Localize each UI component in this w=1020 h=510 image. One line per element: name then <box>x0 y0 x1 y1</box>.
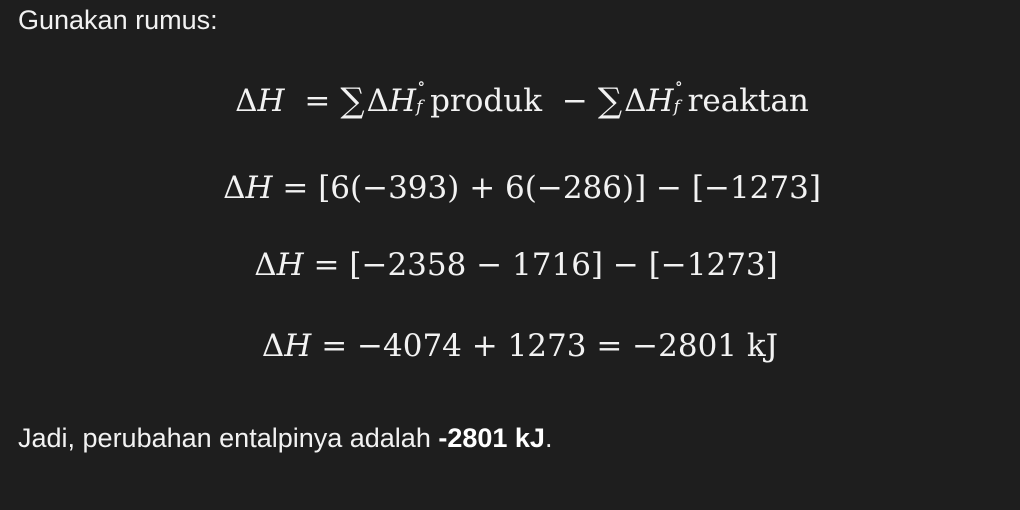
conclusion-suffix: . <box>544 423 553 453</box>
enthalpy-variable: H <box>245 170 273 206</box>
delta-symbol: Δ <box>261 328 285 364</box>
minus-sign: − <box>561 83 588 119</box>
formation-subscript: f <box>673 97 680 117</box>
delta-symbol: Δ <box>223 170 246 206</box>
enthalpy-variable: H <box>276 247 304 283</box>
products-word: produk <box>430 83 542 119</box>
enthalpy-variable: H <box>389 83 417 119</box>
enthalpy-variable: H <box>646 83 674 119</box>
intermediate-expression: = [−2358 − 1716] − [−1273] <box>313 247 778 283</box>
enthalpy-variable: H <box>257 83 285 119</box>
conclusion-value: -2801 kJ <box>438 423 545 453</box>
formation-scripts <box>673 74 688 117</box>
delta-symbol: Δ <box>254 247 277 283</box>
delta-symbol: Δ <box>235 83 258 119</box>
standard-state-superscript: ∘ <box>417 74 426 94</box>
equation-result <box>10 328 1020 364</box>
conclusion-prefix: Jadi, perubahan entalpinya adalah <box>18 423 439 453</box>
sum-symbol: ∑ <box>597 81 623 121</box>
reactants-word: reaktan <box>687 83 809 119</box>
conclusion-text <box>18 422 552 454</box>
substitution-expression: = [6(−393) + 6(−286)] − [−1273] <box>282 170 821 206</box>
delta-symbol: Δ <box>624 83 647 119</box>
standard-state-superscript: ∘ <box>674 74 683 94</box>
equation-substitution <box>12 170 1020 206</box>
formation-subscript: f <box>416 97 423 117</box>
enthalpy-variable: H <box>284 328 312 364</box>
formation-scripts <box>416 74 430 117</box>
equation-formula <box>12 74 1020 121</box>
result-expression: = −4074 + 1273 = −2801 kJ <box>321 328 779 364</box>
equals-sign: = <box>304 83 331 119</box>
delta-symbol: Δ <box>366 83 390 119</box>
equation-intermediate <box>6 247 1020 283</box>
sum-symbol: ∑ <box>340 81 365 121</box>
intro-text: Gunakan rumus: <box>18 5 218 35</box>
